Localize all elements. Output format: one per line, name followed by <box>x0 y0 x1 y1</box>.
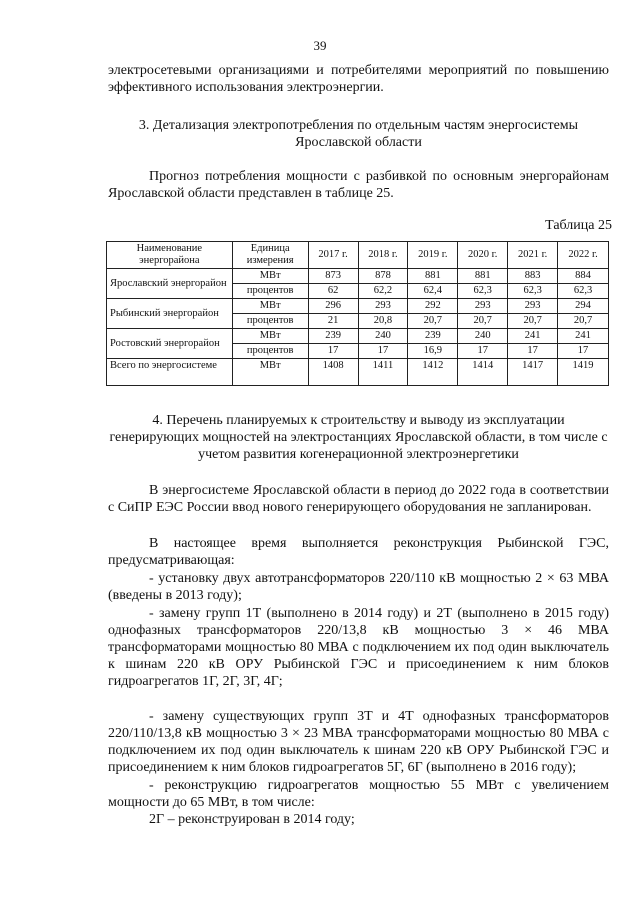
unit-cell: МВт <box>232 359 308 386</box>
value-cell: 1414 <box>458 359 508 386</box>
value-cell: 878 <box>358 269 408 284</box>
region-name: Ростовский энергорайон <box>107 329 233 359</box>
page-number: 39 <box>313 38 327 53</box>
value-cell: 239 <box>308 329 358 344</box>
value-cell: 1419 <box>558 359 609 386</box>
value-cell: 292 <box>408 299 458 314</box>
value-cell: 293 <box>508 299 558 314</box>
value-cell: 62 <box>308 284 358 299</box>
value-cell: 17 <box>308 344 358 359</box>
last-paragraph: 2Г – реконструирован в 2014 году; <box>149 812 355 827</box>
region-name: Ярославский энергорайон <box>107 269 233 299</box>
list-item: - реконструкцию гидроагрегатов мощностью 55 МВт с увеличением мощности до 65 МВт, в том числе: <box>108 778 609 810</box>
energy-system-paragraph: В энергосистеме Ярославской области в период до 2022 года в соответствии с СиПР ЕЭС России ввод нового генерирующего оборудования не запланирован. <box>108 483 609 515</box>
unit-cell: МВт <box>232 329 308 344</box>
header-2018: 2018 г. <box>358 242 408 269</box>
value-cell: 239 <box>408 329 458 344</box>
section-3-title: 3. Детализация электропотребления по отдельным частям энергосистемы Ярославской области <box>138 118 579 150</box>
value-cell: 62,4 <box>408 284 458 299</box>
value-cell: 883 <box>508 269 558 284</box>
value-cell: 62,3 <box>458 284 508 299</box>
value-cell: 294 <box>558 299 609 314</box>
value-cell: 881 <box>458 269 508 284</box>
power-consumption-table <box>106 241 609 386</box>
value-cell: 21 <box>308 314 358 329</box>
value-cell: 1408 <box>308 359 358 386</box>
header-2019: 2019 г. <box>408 242 458 269</box>
list-item: - установку двух автотрансформаторов 220/110 кВ мощностью 2 × 63 МВА (введены в 2013 году); <box>108 571 609 603</box>
table-total-row <box>107 359 609 386</box>
list-item: - замену групп 1Т (выполнено в 2014 году) и 2Т (выполнено в 2015 году) однофазных трансформаторов 220/13,8 кВ мощностью 3 × 46 МВА трансформаторами мощностью 80 МВА с подключением их под один выключатель к шинам 220 кВ ОРУ Рыбинской ГЭС и присоединением к ним блоков гидроагрегатов 1Г, 2Г, 3Г, 4Г; <box>108 606 609 689</box>
value-cell: 240 <box>458 329 508 344</box>
value-cell: 881 <box>408 269 458 284</box>
value-cell: 16,9 <box>408 344 458 359</box>
section-4-title: 4. Перечень планируемых к строительству и выводу из эксплуатации генерирующих мощностей на электростанциях Ярославской области, в том числе с учетом развития когенерационной электроэнергетики <box>109 413 608 462</box>
value-cell: 293 <box>358 299 408 314</box>
value-cell: 17 <box>458 344 508 359</box>
header-2017: 2017 г. <box>308 242 358 269</box>
unit-cell: процентов <box>232 284 308 299</box>
value-cell: 296 <box>308 299 358 314</box>
table-row <box>107 299 609 314</box>
value-cell: 62,2 <box>358 284 408 299</box>
total-name: Всего по энергосистеме <box>107 359 233 386</box>
unit-cell: МВт <box>232 269 308 284</box>
value-cell: 20,7 <box>458 314 508 329</box>
value-cell: 240 <box>358 329 408 344</box>
unit-cell: процентов <box>232 344 308 359</box>
value-cell: 1411 <box>358 359 408 386</box>
list-item: - замену существующих групп 3Т и 4Т однофазных трансформаторов 220/110/13,8 кВ мощностью 3 × 23 МВА трансформаторами мощностью 80 МВА с подключением их под один выключатель к шинам 220 кВ ОРУ Рыбинской ГЭС и присоединением к ним блоков гидроагрегатов 5Г, 6Г (выполнено в 2016 году); <box>108 709 609 775</box>
value-cell: 62,3 <box>558 284 609 299</box>
value-cell: 1417 <box>508 359 558 386</box>
value-cell: 873 <box>308 269 358 284</box>
value-cell: 17 <box>558 344 609 359</box>
header-2020: 2020 г. <box>458 242 508 269</box>
header-2021: 2021 г. <box>508 242 558 269</box>
value-cell: 17 <box>508 344 558 359</box>
unit-cell: процентов <box>232 314 308 329</box>
table-row <box>107 269 609 284</box>
value-cell: 241 <box>558 329 609 344</box>
forecast-paragraph: Прогноз потребления мощности с разбивкой по основным энергорайонам Ярославской области представлен в таблице 25. <box>108 169 609 201</box>
region-name: Рыбинский энергорайон <box>107 299 233 329</box>
value-cell: 293 <box>458 299 508 314</box>
value-cell: 241 <box>508 329 558 344</box>
value-cell: 20,7 <box>508 314 558 329</box>
value-cell: 20,8 <box>358 314 408 329</box>
table-caption: Таблица 25 <box>545 218 612 233</box>
value-cell: 20,7 <box>558 314 609 329</box>
reconstruction-paragraph: В настоящее время выполняется реконструкция Рыбинской ГЭС, предусматривающая: <box>108 536 609 568</box>
value-cell: 17 <box>358 344 408 359</box>
intro-paragraph: электросетевыми организациями и потребителями мероприятий по повышению эффективного использования электроэнергии. <box>108 63 609 95</box>
header-2022: 2022 г. <box>558 242 609 269</box>
header-unit: Единица измерения <box>232 242 308 269</box>
table-row <box>107 329 609 344</box>
value-cell: 62,3 <box>508 284 558 299</box>
value-cell: 884 <box>558 269 609 284</box>
header-region: Наименование энергорайона <box>107 242 233 269</box>
value-cell: 20,7 <box>408 314 458 329</box>
unit-cell: МВт <box>232 299 308 314</box>
value-cell: 1412 <box>408 359 458 386</box>
